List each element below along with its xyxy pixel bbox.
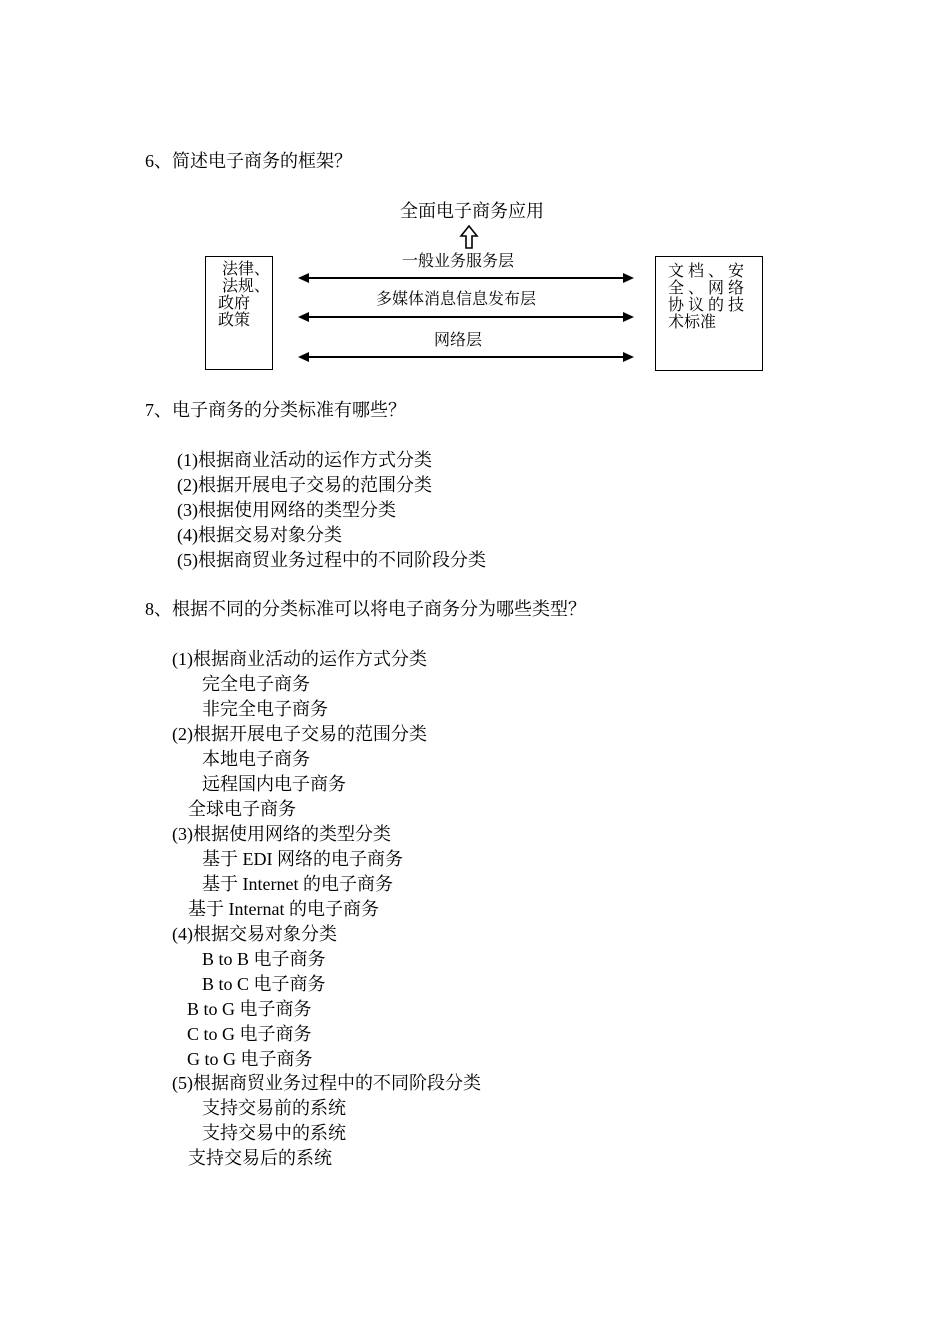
list-item: (3)根据使用网络的类型分类 <box>177 500 396 520</box>
list-item: 远程国内电子商务 <box>202 774 346 794</box>
list-item: 基于 EDI 网络的电子商务 <box>202 849 403 869</box>
layer-arrow-2 <box>298 312 634 322</box>
list-item: 支持交易中的系统 <box>202 1123 346 1143</box>
list-item: 完全电子商务 <box>202 674 310 694</box>
right-box-line: 全 、 网 络 <box>668 280 745 297</box>
list-item: B to B 电子商务 <box>202 949 326 969</box>
list-item: 基于 Internet 的电子商务 <box>202 874 393 894</box>
list-item: 支持交易前的系统 <box>202 1098 346 1118</box>
category-heading: (1)根据商业活动的运作方式分类 <box>172 649 427 669</box>
category-heading: (3)根据使用网络的类型分类 <box>172 824 391 844</box>
left-box-line: 政策 <box>218 312 251 329</box>
up-arrow-icon <box>461 226 477 248</box>
list-item: 全球电子商务 <box>188 799 296 819</box>
list-item: 非完全电子商务 <box>202 699 328 719</box>
right-box-text <box>668 263 760 331</box>
list-item: 本地电子商务 <box>202 749 310 769</box>
question-6: 6、简述电子商务的框架？ <box>145 151 352 171</box>
list-item: 支持交易后的系统 <box>188 1148 332 1168</box>
category-heading: (4)根据交易对象分类 <box>172 924 337 944</box>
question-8: 8、根据不同的分类标准可以将电子商务分为哪些类型？ <box>145 599 586 619</box>
left-box-text <box>218 261 270 329</box>
left-box-line: 法律、 <box>222 261 271 278</box>
layer-label-network: 网络层 <box>434 332 483 349</box>
category-heading: (5)根据商贸业务过程中的不同阶段分类 <box>172 1073 481 1093</box>
left-box-line: 政府 <box>218 295 251 312</box>
list-item: B to G 电子商务 <box>187 999 312 1019</box>
list-item: B to C 电子商务 <box>202 974 326 994</box>
category-heading: (2)根据开展电子交易的范围分类 <box>172 724 427 744</box>
layer-label-business: 一般业务服务层 <box>402 253 515 270</box>
right-box-line: 术标准 <box>668 314 717 331</box>
layer-arrow-1 <box>298 273 634 283</box>
list-item: (2)根据开展电子交易的范围分类 <box>177 475 432 495</box>
top-label: 全面电子商务应用 <box>400 201 544 221</box>
right-box-line: 协 议 的 技 <box>668 297 745 314</box>
list-item: (4)根据交易对象分类 <box>177 525 342 545</box>
question-7: 7、电子商务的分类标准有哪些？ <box>145 400 406 420</box>
left-box-line: 法规、 <box>222 278 271 295</box>
layer-label-multimedia: 多媒体消息信息发布层 <box>376 291 537 308</box>
list-item: G to G 电子商务 <box>187 1049 313 1069</box>
list-item: (5)根据商贸业务过程中的不同阶段分类 <box>177 550 486 570</box>
right-box-line: 文 档 、 安 <box>668 263 745 280</box>
layer-arrow-3 <box>298 352 634 362</box>
list-item: 基于 Internat 的电子商务 <box>188 899 379 919</box>
list-item: C to G 电子商务 <box>187 1024 312 1044</box>
list-item: (1)根据商业活动的运作方式分类 <box>177 450 432 470</box>
